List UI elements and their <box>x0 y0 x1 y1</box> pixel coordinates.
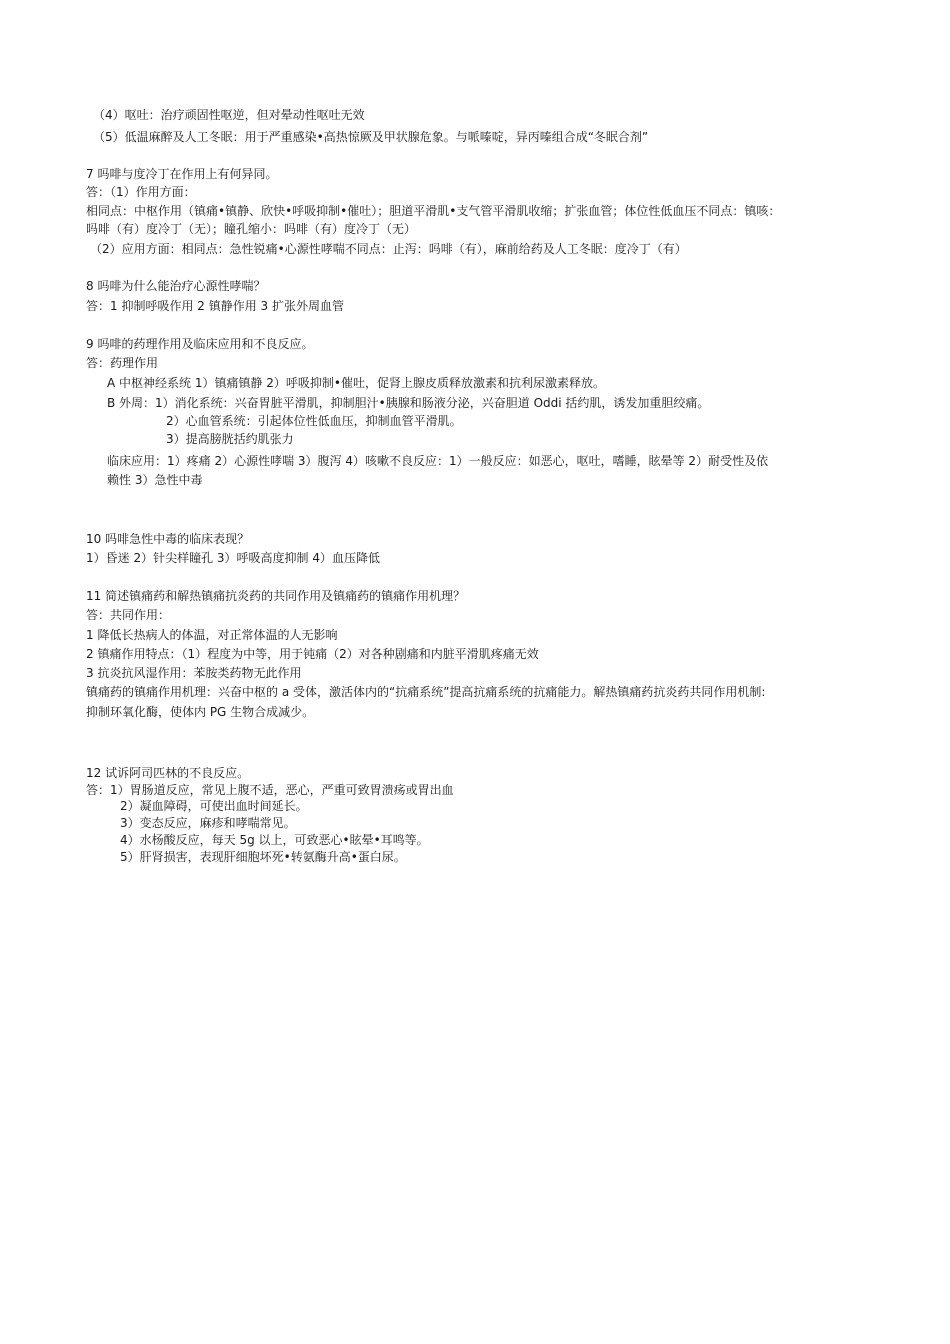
text-line: 答：1）胃肠道反应，常见上腹不适，恶心，严重可致胃溃疡或胃出血 <box>86 783 454 797</box>
text-line: 抑制环氧化酶，使体内 PG 生物合成减少。 <box>86 705 315 719</box>
question-heading: 11 简述镇痛药和解热镇痛抗炎药的共同作用及镇痛药的镇痛作用机理？ <box>86 589 466 603</box>
text-line: （2）应用方面：相同点：急性锐痛•心源性哮喘不同点：止泻：吗啡（有），麻前给药及人工冬眠：度冷丁（有） <box>90 242 687 256</box>
text-line: 3）变态反应，麻疹和哮喘常见。 <box>120 816 296 830</box>
text-line: 答：共同作用： <box>86 608 171 622</box>
text-line: 赖性 3）急性中毒 <box>107 473 203 487</box>
text-line: 临床应用：1）疼痛 2）心源性哮喘 3）腹泻 4）咳嗽不良反应：1）一般反应：如恶心，呕吐，嗜睡，眩晕等 2）耐受性及依 <box>107 454 769 468</box>
text-line: 1）昏迷 2）针尖样瞳孔 3）呼吸高度抑制 4）血压降低 <box>86 551 380 565</box>
text-line: 吗啡（有）度冷丁（无）；瞳孔缩小：吗啡（有）度冷丁（无） <box>86 222 417 236</box>
text-line: 答：药理作用 <box>86 356 159 370</box>
text-line: 镇痛药的镇痛作用机理：兴奋中枢的 a 受体，激活体内的“抗痛系统”提高抗痛系统的抗痛能力。解热镇痛药抗炎药共同作用机制: <box>86 685 766 699</box>
text-line: 2）凝血障碍，可使出血时间延长。 <box>120 799 308 813</box>
text-line: （4）呕吐：治疗顽固性呕逆，但对晕动性呕吐无效 <box>93 108 365 122</box>
question-heading: 7 吗啡与度冷丁在作用上有何异同。 <box>86 167 278 181</box>
text-line: 3 抗炎抗风湿作用：苯胺类药物无此作用 <box>86 666 302 680</box>
text-line: （5）低温麻醉及人工冬眠：用于严重感染•高热惊厥及甲状腺危象。与哌嗪啶，异丙嗪组合成“冬眠合剂” <box>93 130 649 144</box>
text-line: 答：（1）作用方面： <box>86 185 196 199</box>
question-heading: 10 吗啡急性中毒的临床表现？ <box>86 532 250 546</box>
text-line: 3）提高膀胱括约肌张力 <box>166 432 294 446</box>
text-line: 2）心血管系统：引起体位性低血压，抑制血管平滑肌。 <box>166 414 462 428</box>
text-line: 4）水杨酸反应，每天 5g 以上，可致恶心•眩晕•耳鸣等。 <box>120 833 429 847</box>
text-line: B 外周：1）消化系统：兴奋胃脏平滑肌，抑制胆汁•胰腺和肠液分泌，兴奋胆道 Oddi 括约肌，诱发加重胆绞痛。 <box>107 396 710 410</box>
question-heading: 12 试诉阿司匹林的不良反应。 <box>86 766 250 780</box>
text-line: 2 镇痛作用特点：（1）程度为中等，用于钝痛（2）对各种剧痛和内脏平滑肌疼痛无效 <box>86 647 539 661</box>
text-line: 1 降低长热病人的体温，对正常体温的人无影响 <box>86 628 338 642</box>
text-line: 相同点：中枢作用（镇痛•镇静、欣快•呼吸抑制•催吐）；胆道平滑肌•支气管平滑肌收缩；扩张血管；体位性低血压不同点：镇咳： <box>86 204 781 218</box>
text-line: A 中枢神经系统 1）镇痛镇静 2）呼吸抑制•催吐，促肾上腺皮质释放激素和抗利尿激素释放。 <box>107 376 606 390</box>
question-heading: 8 吗啡为什么能治疗心源性哮喘？ <box>86 279 266 293</box>
text-line: 5）肝肾损害，表现肝细胞坏死•转氨酶升高•蛋白尿。 <box>120 850 406 864</box>
question-heading: 9 吗啡的药理作用及临床应用和不良反应。 <box>86 337 314 351</box>
text-line: 答：1 抑制呼吸作用 2 镇静作用 3 扩张外周血管 <box>86 299 344 313</box>
